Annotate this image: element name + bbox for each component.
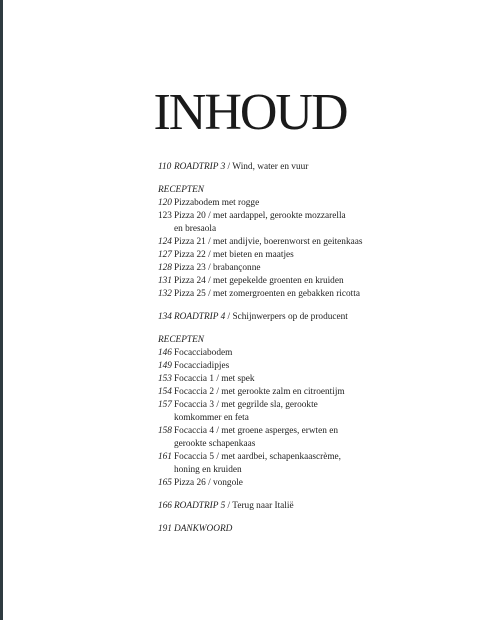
toc-entry[interactable] <box>158 386 388 399</box>
page-number: 146 <box>158 348 172 358</box>
entry-title-continued: gerookte schapenkaas <box>174 439 256 449</box>
page-number: 132 <box>158 289 172 299</box>
entry-title: Focacciadipjes <box>174 361 230 371</box>
page-number: 149 <box>158 361 172 371</box>
page-number: 127 <box>158 250 172 260</box>
page-number: 154 <box>158 387 172 397</box>
entry-title: Focacciabodem <box>174 348 233 358</box>
page-number: 153 <box>158 374 172 384</box>
page-number: 161 <box>158 452 172 462</box>
toc-entry[interactable] <box>158 249 388 262</box>
toc-roadtrip-5[interactable]: 166 ROADTRIP 5 / Terug naar Italië <box>158 501 294 511</box>
entry-title-continued: honing en kruiden <box>174 465 242 475</box>
toc-entry[interactable] <box>158 360 388 373</box>
section-heading-recepten: RECEPTEN <box>158 335 204 345</box>
toc-entry[interactable] <box>158 477 388 490</box>
entry-title: Focaccia 5 / met aardbei, schapenkaascrème, <box>174 452 341 462</box>
roadtrip-title: Wind, water en vuur <box>232 162 309 172</box>
page-number: 166 <box>158 501 172 511</box>
toc-entry[interactable] <box>158 262 388 275</box>
entry-title: Focaccia 1 / met spek <box>174 374 255 384</box>
entry-title-continued: en bresaola <box>174 224 217 234</box>
entry-title: Pizza 26 / vongole <box>174 478 243 488</box>
page-number: 191 <box>158 524 172 534</box>
page-number: 131 <box>158 276 172 286</box>
toc-entry[interactable] <box>158 197 388 210</box>
section-heading-recepten: RECEPTEN <box>158 185 204 195</box>
page-number: 128 <box>158 263 172 273</box>
entry-title: Pizza 20 / met aardappel, gerookte mozzarella <box>174 211 346 221</box>
entry-title: Pizza 25 / met zomergroenten en gebakken ricotta <box>174 289 360 299</box>
toc-entry[interactable] <box>158 451 388 477</box>
table-of-contents <box>158 161 388 536</box>
roadtrip-label: ROADTRIP 3 <box>174 162 226 172</box>
entry-title: Focaccia 3 / met gegrilde sla, gerookte <box>174 400 318 410</box>
page-number: 110 <box>158 162 172 172</box>
entry-title: Focaccia 2 / met gerookte zalm en citroentijm <box>174 387 345 397</box>
toc-roadtrip-3[interactable]: 110 ROADTRIP 3 / Wind, water en vuur <box>158 162 309 172</box>
entry-title: Pizza 23 / brabançonne <box>174 263 261 273</box>
entry-title: Pizzabodem met rogge <box>174 198 260 208</box>
toc-entry[interactable] <box>158 288 388 301</box>
toc-entry[interactable] <box>158 425 388 451</box>
entry-title: Focaccia 4 / met groene asperges, erwten en <box>174 426 339 436</box>
toc-entry[interactable] <box>158 373 388 386</box>
toc-entry[interactable] <box>158 347 388 360</box>
page-number: 120 <box>158 198 172 208</box>
roadtrip-title: Schijnwerpers op de producent <box>232 312 348 322</box>
toc-entry[interactable] <box>158 399 388 425</box>
page-number: 158 <box>158 426 172 436</box>
page-number: 134 <box>158 312 172 322</box>
roadtrip-label: ROADTRIP 5 <box>174 501 226 511</box>
entry-title: Pizza 24 / met gepekelde groenten en kruiden <box>174 276 344 286</box>
toc-dankwoord[interactable] <box>158 523 388 536</box>
page-number: 157 <box>158 400 172 410</box>
page-number: 165 <box>158 478 172 488</box>
toc-entry[interactable] <box>158 236 388 249</box>
toc-roadtrip-4[interactable]: 134 ROADTRIP 4 / Schijnwerpers op de producent <box>158 312 348 322</box>
entry-title: Pizza 21 / met andijvie, boerenworst en geitenkaas <box>174 237 363 247</box>
entry-title-continued: komkommer en feta <box>174 413 249 423</box>
roadtrip-title: Terug naar Italië <box>232 501 294 511</box>
toc-entry[interactable] <box>158 275 388 288</box>
entry-title: Pizza 22 / met bieten en maatjes <box>174 250 294 260</box>
page-number: 124 <box>158 237 172 247</box>
roadtrip-label: ROADTRIP 4 <box>174 312 226 322</box>
dankwoord-label: DANKWOORD <box>174 524 233 534</box>
page-title: INHOUD <box>153 83 347 141</box>
page-number: 123 <box>158 211 172 221</box>
toc-entry[interactable] <box>158 210 388 236</box>
